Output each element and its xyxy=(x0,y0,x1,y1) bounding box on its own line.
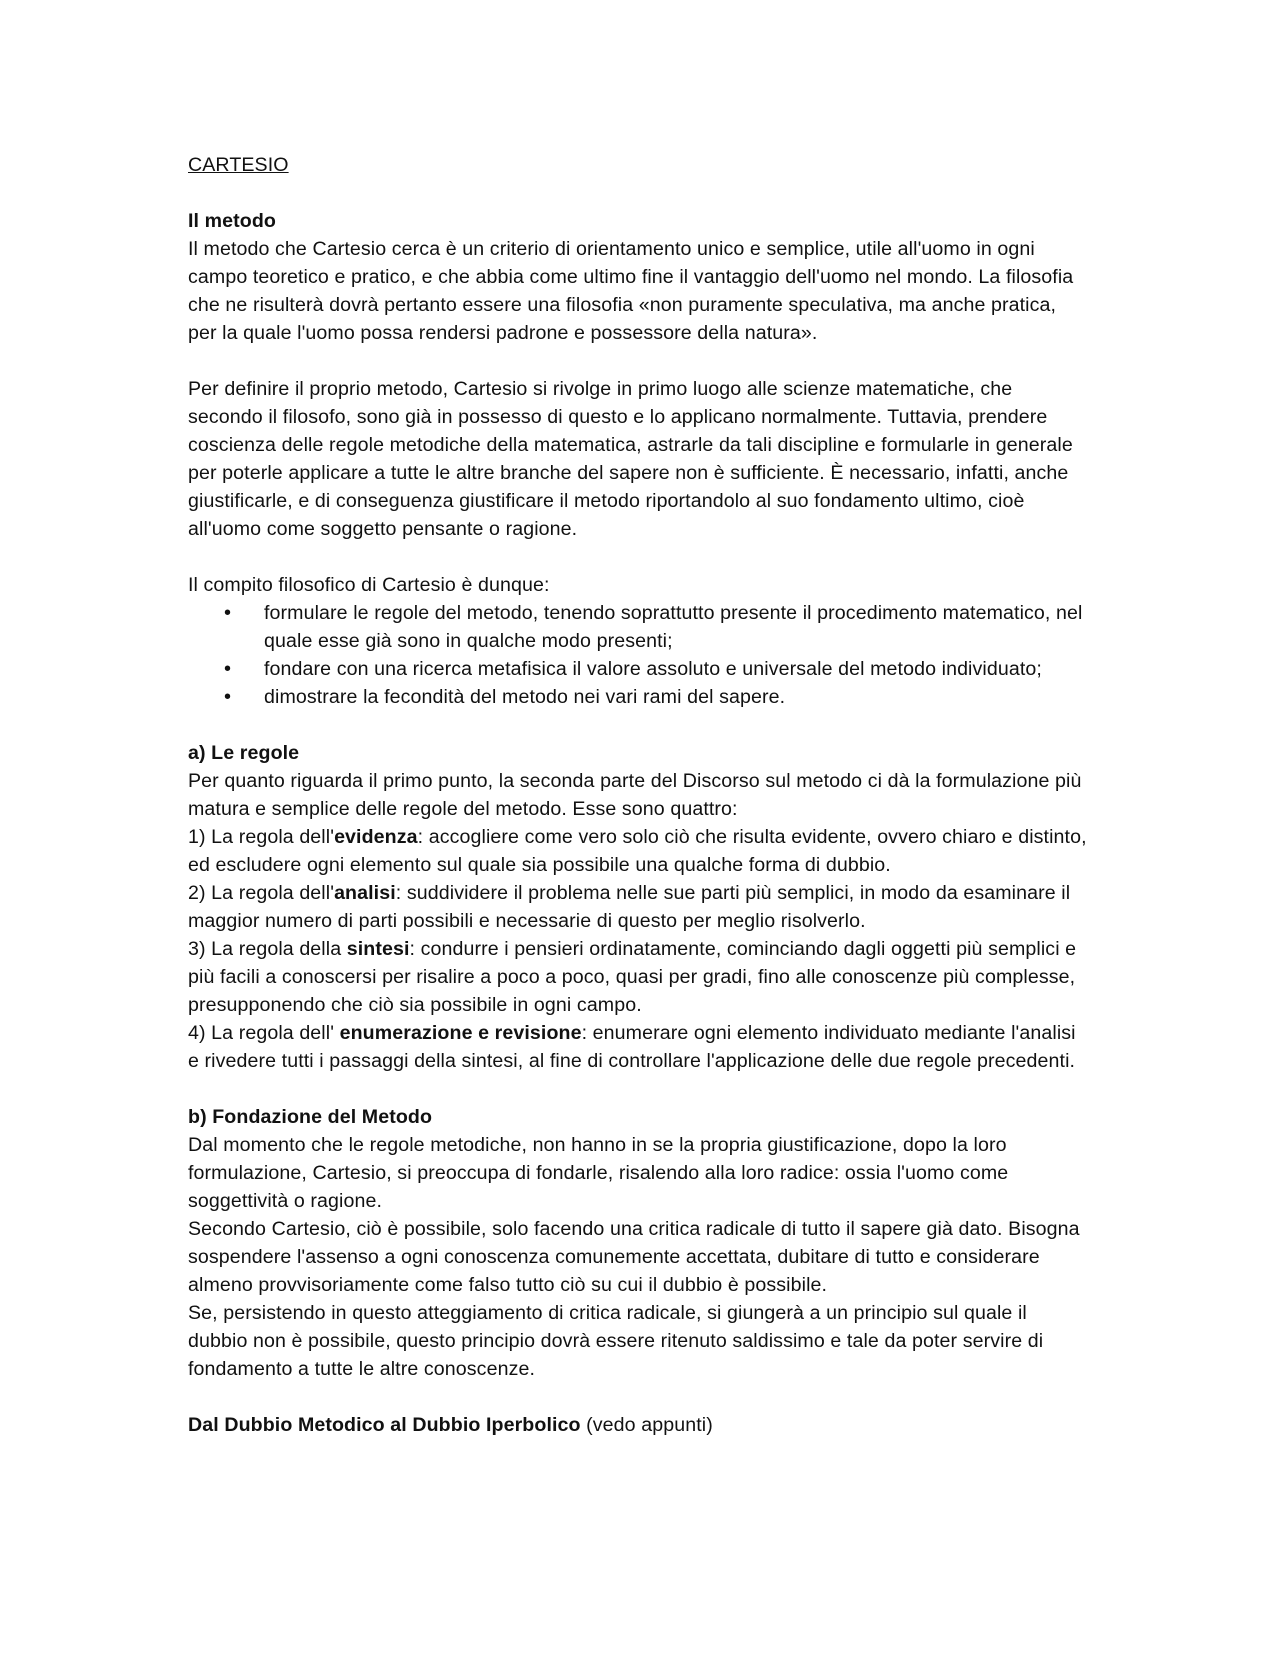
rule-prefix: 4) La regola dell' xyxy=(188,1022,340,1044)
paragraph: Il compito filosofico di Cartesio è dunque: xyxy=(188,574,550,596)
dubbio-heading-text: Dal Dubbio Metodico al Dubbio Iperbolico xyxy=(188,1414,581,1436)
section-heading-regole: a) Le regole xyxy=(188,742,300,764)
rule-prefix: 2) La regola dell' xyxy=(188,882,335,904)
rule-evidenza xyxy=(188,823,1088,879)
spacer xyxy=(188,179,1088,207)
paragraph: Secondo Cartesio, ciò è possibile, solo facendo una critica radicale di tutto il sapere già dato. Bisogna sospendere l'assenso a ogni conoscenza comunemente accettata, dubitare di tutto e considerare almeno provvisoriamente come falso tutto ciò su cui il dubbio è possibile. xyxy=(188,1218,1080,1296)
task-list xyxy=(188,599,1088,711)
list-item xyxy=(188,599,1088,655)
spacer xyxy=(188,1383,1088,1411)
rule-prefix: 1) La regola dell' xyxy=(188,826,335,848)
list-item-text: dimostrare la fecondità del metodo nei vari rami del sapere. xyxy=(264,686,786,708)
rule-text: : accogliere come vero solo ciò che risulta evidente, ovvero chiaro e distinto, ed escludere ogni elemento sul quale sia possibile una qualche forma di dubbio. xyxy=(188,826,1087,876)
bullet-icon: • xyxy=(224,602,232,624)
rule-term: evidenza xyxy=(334,826,418,848)
list-item-text: formulare le regole del metodo, tenendo soprattutto presente il procedimento matematico, nel quale esse già sono in qualche modo presenti; xyxy=(264,602,1083,652)
paragraph: Il metodo che Cartesio cerca è un criterio di orientamento unico e semplice, utile all'uomo in ogni campo teoretico e pratico, e che abbia come ultimo fine il vantaggio dell'uomo nel mondo. La filosofia che ne risulterà dovrà pertanto essere una filosofia «non puramente speculativa, ma anche pratica, per la quale l'uomo possa rendersi padrone e possessore della natura». xyxy=(188,238,1074,344)
spacer xyxy=(188,543,1088,571)
list-item-text: fondare con una ricerca metafisica il valore assoluto e universale del metodo individuato; xyxy=(264,658,1042,680)
document-page xyxy=(188,151,1088,1439)
bullet-icon: • xyxy=(224,658,232,680)
rule-term: sintesi xyxy=(346,938,410,960)
rule-text: : enumerare ogni elemento individuato mediante l'analisi e rivedere tutti i passaggi della sintesi, al fine di controllare l'applicazione delle due regole precedenti. xyxy=(188,1022,1076,1072)
paragraph: Se, persistendo in questo atteggiamento di critica radicale, si giungerà a un principio sul quale il dubbio non è possibile, questo principio dovrà essere ritenuto saldissimo e tale da poter servire di fondamento a tutte le altre conoscenze. xyxy=(188,1302,1044,1380)
list-item xyxy=(188,655,1088,683)
rule-text: : suddividere il problema nelle sue parti più semplici, in modo da esaminare il maggior numero di parti possibili e necessarie di questo per meglio risolverlo. xyxy=(188,882,1071,932)
rule-text: : condurre i pensieri ordinatamente, cominciando dagli oggetti più semplici e più facili a conoscersi per risalire a poco a poco, quasi per gradi, fino alle conoscenze più complesse, presupponendo che ciò sia possibile in ogni campo. xyxy=(188,938,1077,1016)
spacer xyxy=(188,1075,1088,1103)
rule-enumerazione xyxy=(188,1019,1088,1075)
rule-sintesi xyxy=(188,935,1088,1019)
paragraph: Dal momento che le regole metodiche, non hanno in se la propria giustificazione, dopo la loro formulazione, Cartesio, si preoccupa di fondarle, risalendo alla loro radice: ossia l'uomo come soggettività o ragione. xyxy=(188,1134,1009,1212)
bullet-icon: • xyxy=(224,686,232,708)
rule-term: enumerazione e revisione xyxy=(339,1022,582,1044)
rule-prefix: 3) La regola della xyxy=(188,938,347,960)
rule-analisi xyxy=(188,879,1088,935)
paragraph: Per definire il proprio metodo, Cartesio si rivolge in primo luogo alle scienze matematiche, che secondo il filosofo, sono già in possesso di questo e lo applicano normalmente. Tuttavia, prendere coscienza delle regole metodiche della matematica, astrarle da tali discipline e formularle in generale per poterle applicare a tutte le altre branche del sapere non è sufficiente. È necessario, infatti, anche giustificarle, e di conseguenza giustificare il metodo riportandolo al suo fondamento ultimo, cioè all'uomo come soggetto pensante o ragione. xyxy=(188,378,1073,540)
section-heading-fondazione: b) Fondazione del Metodo xyxy=(188,1106,433,1128)
dubbio-note: (vedo appunti) xyxy=(580,1414,713,1436)
rule-term: analisi xyxy=(334,882,396,904)
spacer xyxy=(188,347,1088,375)
list-item xyxy=(188,683,1088,711)
paragraph: Per quanto riguarda il primo punto, la seconda parte del Discorso sul metodo ci dà la formulazione più matura e semplice delle regole del metodo. Esse sono quattro: xyxy=(188,770,1082,820)
spacer xyxy=(188,711,1088,739)
section-heading-metodo: Il metodo xyxy=(188,210,276,232)
document-title: CARTESIO xyxy=(188,154,289,176)
section-heading-dubbio xyxy=(188,1411,1088,1439)
